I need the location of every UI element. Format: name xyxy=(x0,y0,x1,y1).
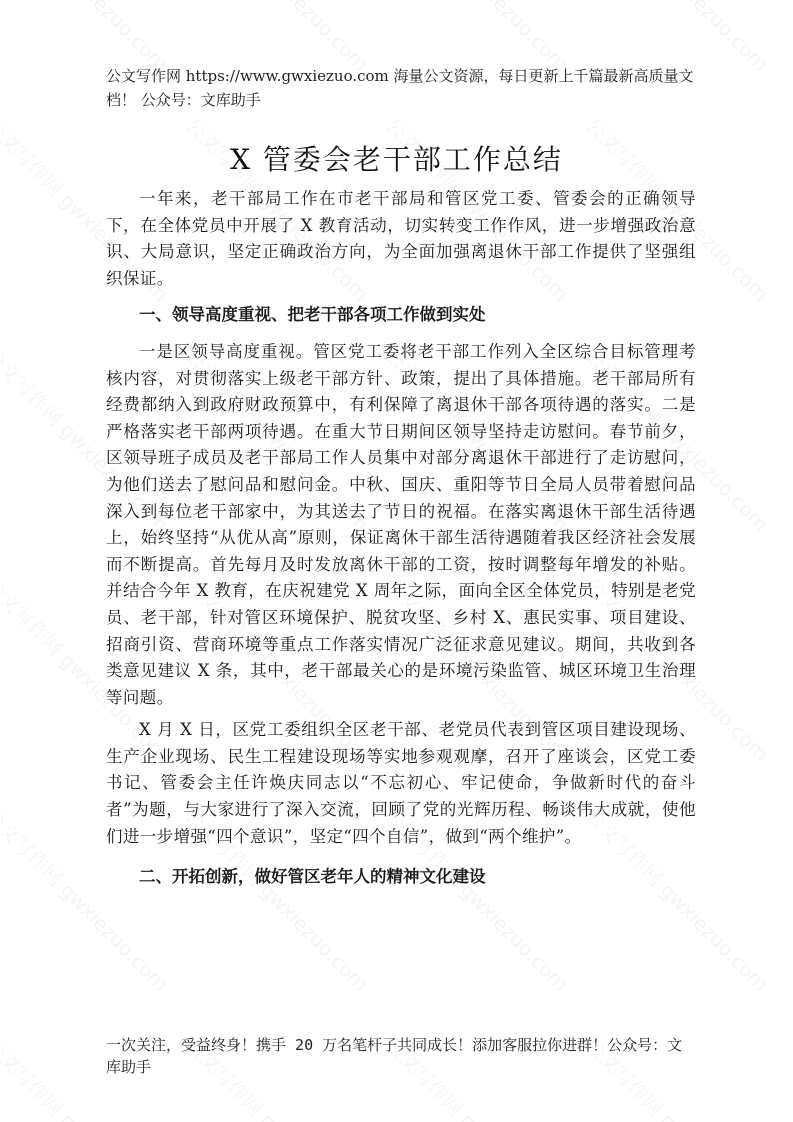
section-1-paragraph-2: X 月 X 日，区党工委组织全区老干部、老党员代表到管区项目建设现场、生产企业现场、民生工程建设现场等实地参观观摩，召开了座谈会，区党工委书记、管委会主任许焕庆同志以“不忘初心、牢记使命，争做新时代的奋斗者”为题，与大家进行了深入交流，回顾了党的光辉历程、畅谈伟大成就，使他们进一步增强“四个意识”，坚定“四个自信”，做到“两个维护”。 xyxy=(106,720,696,846)
section-heading-2: 二、开拓创新，做好管区老年人的精神文化建设 xyxy=(139,867,486,887)
document-title: X 管委会老干部工作总结 xyxy=(230,143,563,176)
section-1-paragraph-1: 一是区领导高度重视。管区党工委将老干部工作列入全区综合目标管理考核内容，对贯彻落实上级老干部方针、政策，提出了具体措施。老干部局所有经费都纳入到政府财政预算中，有利保障了离退休干部各项待遇的落实。二是严格落实老干部两项待遇。在重大节日期间区领导坚持走访慰问。春节前夕，区领导班子成员及老干部局工作人员集中对部分离退休干部进行了走访慰问，为他们送去了慰问品和慰问金。中秋、国庆、重阳等节日全局人员带着慰问品深入到每位老干部家中，为其送去了节日的祝福。在落实离退休干部生活待遇上，始终坚持“从优从高”原则，保证离休干部生活待遇随着我区经济社会发展而不断提高。首先每月及时发放离休干部的工资，按时调整每年增发的补贴。并结合今年 X 教育，在庆祝建党 X 周年之际，面向全区全体党员，特别是老党员、老干部，针对管区环境保护、脱贫攻坚、乡村 X、惠民实事、项目建设、招商引资、营商环境等重点工作落实情况广泛征求意见建议。期间，共收到各类意见建议 X 条，其中，老干部最关心的是环境污染监管、城区环境卫生治理等问题。 xyxy=(106,341,696,707)
document-body xyxy=(106,186,696,895)
section-heading-1: 一、领导高度重视、把老干部各项工作做到实处 xyxy=(139,305,486,325)
intro-paragraph: 一年来，老干部局工作在市老干部局和管区党工委、管委会的正确领导下，在全体党员中开展了 X 教育活动，切实转变工作作风，进一步增强政治意识、大局意识，坚定正确政治方向，为全面加强离退休干部工作提供了坚强组织保证。 xyxy=(106,189,696,288)
header-note: 公文写作网 https://www.gwxiezuo.com 海量公文资源，每日更新上千篇最新高质量文档！ 公众号：文库助手 xyxy=(106,67,694,109)
footer-note: 一次关注，受益终身！携手 20 万名笔杆子共同成长！添加客服拉你进群！公众号：文库助手 xyxy=(106,1036,683,1076)
